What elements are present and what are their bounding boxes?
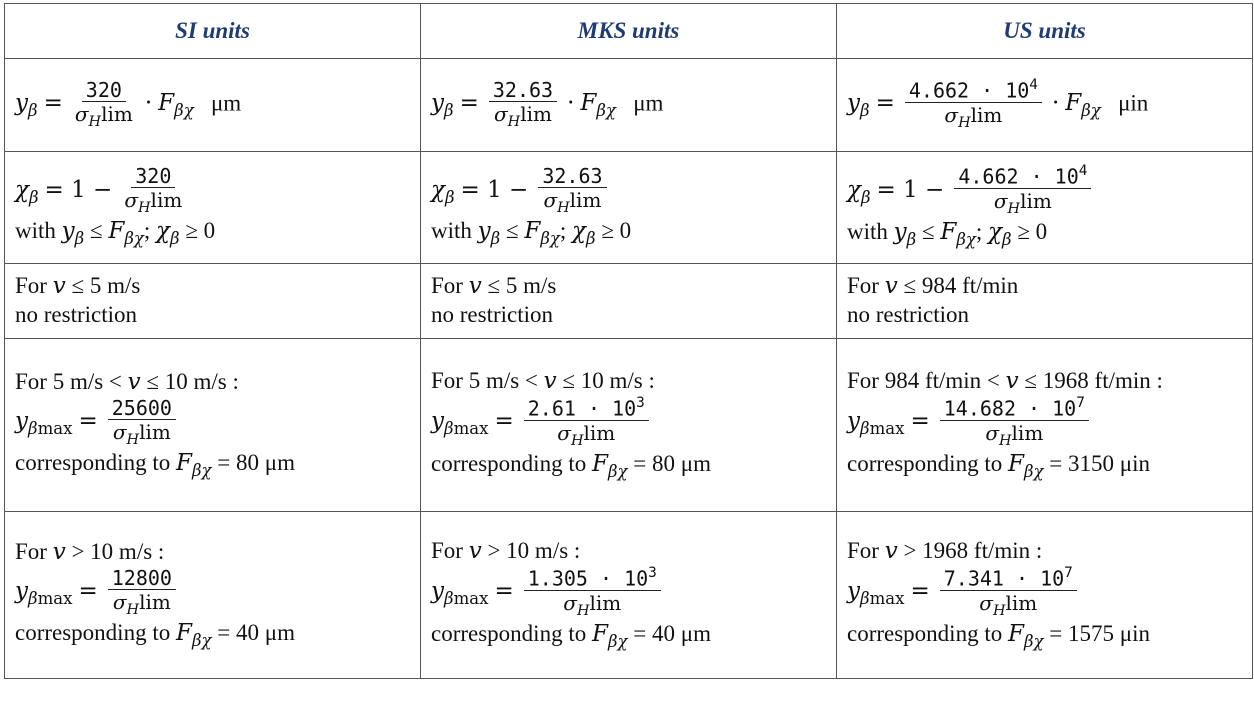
with-label: with xyxy=(847,219,888,245)
cell-mks-ymax-mid: For 5 m/s < v ≤ 10 m/s : $y_{\beta max}$ = $\frac{2.61 \cdot 10^3}{\sigma_H\lim}$ corresponding to $F_{\beta\chi} = 80$ μm xyxy=(421,339,837,512)
exponent: 4 xyxy=(1078,163,1088,180)
corresponding-value: = 40 μm xyxy=(627,621,711,647)
cell-us-chi-beta: $\chi_\beta = 1$ − $\frac{4.662 \cdot 10^4}{\sigma_H\lim}$ with $y_\beta \le F_{\beta\chi}$; $\chi_\beta \ge 0$ xyxy=(837,152,1253,264)
speed-cond-prefix: For 5 m/s < xyxy=(431,368,544,394)
speed-cond-suffix: ≤ 1968 ft/min : xyxy=(1018,368,1163,394)
units-table xyxy=(4,3,1253,679)
ymax-numerator: 7.341 · 10 xyxy=(943,566,1065,591)
condition-op: ≤ xyxy=(921,219,935,245)
y-beta-numerator: 32.63 xyxy=(489,79,557,102)
ymax-numerator: 2.61 · 10 xyxy=(527,396,637,421)
exponent: 3 xyxy=(636,395,645,412)
ymax-numerator: 12800 xyxy=(108,567,176,590)
chi-numerator: 320 xyxy=(131,165,175,188)
with-label: with xyxy=(15,218,56,244)
speed-cond-prefix: For 984 ft/min < xyxy=(847,368,1006,394)
speed-cond-prefix: For 5 m/s < xyxy=(15,369,128,395)
ymax-numerator: 25600 xyxy=(108,397,176,420)
speed-cond-suffix: ≤ 10 m/s : xyxy=(140,369,239,395)
cell-mks-restriction: For v ≤ 5 m/s no restriction xyxy=(421,264,837,339)
chi-condition: ≥ 0 xyxy=(185,218,216,244)
corresponding-label: corresponding to xyxy=(15,450,176,476)
exponent: 7 xyxy=(1076,395,1085,412)
cell-si-restriction: For v ≤ 5 m/s no restriction xyxy=(5,264,421,339)
row-chi-beta xyxy=(5,152,1253,264)
unit: μm xyxy=(633,90,664,116)
corresponding-label: corresponding to xyxy=(431,451,592,477)
corresponding-label: corresponding to xyxy=(847,451,1008,477)
row-no-restriction xyxy=(5,264,1253,339)
speed-cond-prefix: For xyxy=(431,538,469,564)
unit: μin xyxy=(1118,90,1149,116)
speed-cond-suffix: > 1968 ft/min : xyxy=(897,538,1043,564)
restriction-text: no restriction xyxy=(847,302,969,327)
header-us: US units xyxy=(837,4,1253,59)
unit: μm xyxy=(210,90,242,116)
cell-mks-y-beta: $y_\beta$ = $\frac{32.63}{\sigma_H\lim}$ · $F_{\beta\chi}$ μm xyxy=(421,59,837,152)
header-mks: MKS units xyxy=(421,4,837,59)
row-y-beta xyxy=(5,59,1253,152)
speed-cond-suffix: > 10 m/s : xyxy=(481,538,581,564)
chi-condition: ≥ 0 xyxy=(1017,219,1048,245)
corresponding-value: = 1575 μin xyxy=(1043,621,1150,647)
row-ymax-high xyxy=(5,512,1253,679)
cell-us-ymax-high: For v > 1968 ft/min : $y_{\beta max}$ = $\frac{7.341 \cdot 10^7}{\sigma_H\lim}$ corresponding to $F_{\beta\chi} = 1575$ μin xyxy=(837,512,1253,679)
corresponding-label: corresponding to xyxy=(431,621,592,647)
chi-numerator: 4.662 · 10 xyxy=(958,164,1079,189)
speed-condition: ≤ 984 ft/min xyxy=(897,273,1019,299)
speed-cond-prefix: For xyxy=(847,538,885,564)
ymax-numerator: 14.682 · 10 xyxy=(943,396,1077,421)
restriction-text: no restriction xyxy=(431,302,553,327)
corresponding-value: = 3150 μin xyxy=(1043,451,1150,477)
speed-condition: ≤ 5 m/s xyxy=(65,273,141,299)
header-row xyxy=(5,4,1253,59)
header-si: SI units xyxy=(5,4,421,59)
corresponding-value: = 80 μm xyxy=(211,450,295,476)
with-label: with xyxy=(431,218,472,244)
speed-cond-suffix: > 10 m/s : xyxy=(65,539,165,565)
condition-op: ≤ xyxy=(89,218,103,244)
exponent: 4 xyxy=(1029,77,1038,94)
for-label: For xyxy=(847,273,885,299)
row-ymax-mid xyxy=(5,339,1253,512)
corresponding-label: corresponding to xyxy=(847,621,1008,647)
cell-si-chi-beta: $\chi_\beta = 1$ − $\frac{320}{\sigma_H\lim}$ with $y_\beta \le F_{\beta\chi}$; $\chi_\beta \ge 0$ xyxy=(5,152,421,264)
exponent: 3 xyxy=(648,565,657,582)
for-label: For xyxy=(431,273,469,299)
y-beta-numerator: 320 xyxy=(82,79,126,102)
corresponding-value: = 40 μm xyxy=(211,620,295,646)
cell-mks-chi-beta: $\chi_\beta = 1$ − $\frac{32.63}{\sigma_H\lim}$ with $y_\beta \le F_{\beta\chi}$; $\chi_\beta \ge 0$ xyxy=(421,152,837,264)
speed-cond-prefix: For xyxy=(15,539,53,565)
corresponding-label: corresponding to xyxy=(15,620,176,646)
for-label: For xyxy=(15,273,53,299)
cell-mks-ymax-high: For v > 10 m/s : $y_{\beta max}$ = $\frac{1.305 \cdot 10^3}{\sigma_H\lim}$ corresponding to $F_{\beta\chi} = 40$ μm xyxy=(421,512,837,679)
cell-us-ymax-mid: For 984 ft/min < v ≤ 1968 ft/min : $y_{\beta max}$ = $\frac{14.682 \cdot 10^7}{\sigma_H\lim}$ corresponding to $F_{\beta\chi} = 3150$ μin xyxy=(837,339,1253,512)
cell-us-restriction: For v ≤ 984 ft/min no restriction xyxy=(837,264,1253,339)
cell-us-y-beta: $y_\beta$ = $\frac{4.662 \cdot 10^4}{\sigma_H\lim}$ · $F_{\beta\chi}$ μin xyxy=(837,59,1253,152)
y-beta-numerator: 4.662 · 10 xyxy=(908,78,1030,103)
cell-si-y-beta: $y_\beta$ = $\frac{320}{\sigma_H\lim}$ · $F_{\beta\chi}$ μm xyxy=(5,59,421,152)
cell-si-ymax-high: For v > 10 m/s : $y_{\beta max}$ = $\frac{12800}{\sigma_H\lim}$ corresponding to $F_{\beta\chi} = 40$ μm xyxy=(5,512,421,679)
ymax-numerator: 1.305 · 10 xyxy=(527,566,649,591)
speed-cond-suffix: ≤ 10 m/s : xyxy=(556,368,655,394)
restriction-text: no restriction xyxy=(15,302,137,327)
chi-condition: ≥ 0 xyxy=(601,218,632,244)
corresponding-value: = 80 μm xyxy=(627,451,711,477)
cell-si-ymax-mid: For 5 m/s < v ≤ 10 m/s : $y_{\beta max}$ = $\frac{25600}{\sigma_H\lim}$ corresponding to $F_{\beta\chi} = 80$ μm xyxy=(5,339,421,512)
chi-numerator: 32.63 xyxy=(538,165,606,188)
exponent: 7 xyxy=(1064,565,1073,582)
speed-condition: ≤ 5 m/s xyxy=(481,273,557,299)
condition-op: ≤ xyxy=(505,218,519,244)
